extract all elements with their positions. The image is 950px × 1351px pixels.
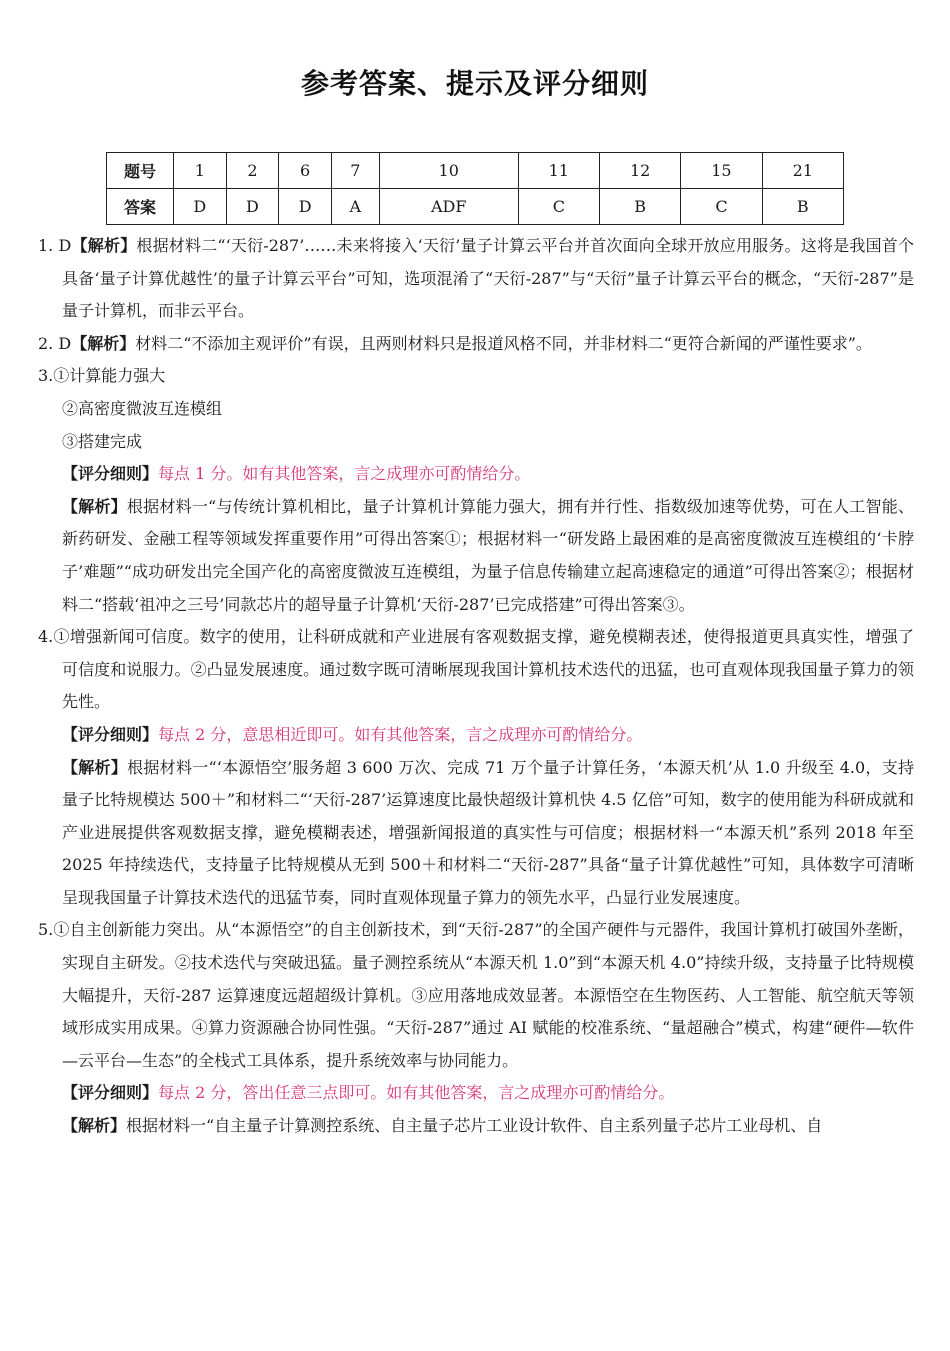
question-3-answer-1: 3.①计算能力强大 — [38, 366, 166, 386]
analysis-label: 【解析】 — [71, 333, 136, 353]
question-number-cell: 12 — [599, 153, 680, 189]
analysis-label: 【解析】 — [62, 1116, 127, 1136]
answer-cell: C — [518, 189, 599, 225]
answer-cell: D — [226, 189, 279, 225]
answer-table — [106, 152, 844, 225]
question-3-analysis: 【解析】根据材料一“与传统计算机相比，量子计算机计算能力强大，拥有并行性、指数级加速等优势，可在人工智能、新药研发、金融工程等领域发挥重要作用”可得出答案①；根据材料一“研发路上最困难的是高密度微波互连模组的‘卡脖子’难题”“成功研发出完全国产化的高密度微波互连模组，为量子信息传输建立起高速稳定的通道”可得出答案②；根据材料二“搭载‘祖冲之三号’同款芯片的超导量子计算机‘天衍-287’已完成搭建”可得出答案③。 — [62, 496, 914, 614]
question-3-answer-2: ②高密度微波互连模组 — [62, 398, 223, 418]
answer-cell: A — [331, 189, 379, 225]
answer-cell: ADF — [379, 189, 518, 225]
question-number-cell: 6 — [279, 153, 332, 189]
scoring-text: 每点 1 分。如有其他答案，言之成理亦可酌情给分。 — [158, 464, 531, 484]
page-title: 参考答案、提示及评分细则 — [300, 67, 649, 100]
question-4-answer: 4.①增强新闻可信度。数字的使用，让科研成就和产业进展有客观数据支撑，避免模糊表述，使得报道更具真实性，增强了可信度和说服力。②凸显发展速度。通过数字既可清晰展现我国计算机技术迭代的迅猛，也可直观体现我国量子算力的领先性。 — [38, 627, 914, 712]
answer-cell: C — [681, 189, 762, 225]
question-1-number: 1. D — [38, 236, 72, 255]
question-number-row — [107, 153, 844, 189]
question-4-analysis: 【解析】根据材料一“‘本源悟空’服务超 3 600 万次、完成 71 万个量子计算任务，‘本源天机’从 1.0 升级至 4.0，支持量子比特规模达 500＋”和材料二“‘天衍-287’运算速度比最快超级计算机快 4.5 亿倍”可知，数字的使用能为科研成就和产业进展提供客观数据支撑，避免模糊表述，增强新闻报道的真实性与可信度；根据材料一“本源天机”系列 2018 年至 2025 年持续迭代，支持量子比特规模从无到 500＋和材料二“天衍-287”具备“量子计算优越性”可知，具体数字可清晰呈现我国量子计算技术迭代的迅猛节奏，同时直观体现量子算力的领先水平，凸显行业发展速度。 — [62, 757, 914, 907]
scoring-label: 【评分细则】 — [62, 724, 159, 744]
answer-cell: B — [762, 189, 843, 225]
question-5-scoring — [38, 1077, 914, 1110]
answer-cell: B — [599, 189, 680, 225]
question-1-analysis: 根据材料二“‘天衍-287’……未来将接入‘天衍’量子计算云平台并首次面向全球开放应用服务。这将是我国首个具备‘量子计算优越性’的量子计算云平台”可知，选项混淆了“天衍-287”与“天衍”量子计算云平台的概念，“天衍-287”是量子计算机，而非云平台。 — [62, 236, 914, 321]
question-2-analysis: 材料二“不添加主观评价”有误，且两则材料只是报道风格不同，并非材料二“更符合新闻的严谨性要求”。 — [135, 333, 872, 353]
question-1-explanation — [38, 230, 914, 328]
question-2-number: 2. D — [38, 333, 72, 353]
answer-header: 答案 — [107, 189, 174, 225]
scoring-label: 【评分细则】 — [62, 1083, 159, 1103]
question-5-answer: 5.①自主创新能力突出。从“本源悟空”的自主创新技术，到“天衍-287”的全国产硬件与元器件，我国计算机打破国外垄断，实现自主研发。②技术迭代与突破迅猛。量子测控系统从“本源天机 1.0”到“本源天机 4.0”持续升级，支持量子比特规模大幅提升，天衍-287 运算速度远超超级计算机。③应用落地成效显著。本源悟空在生物医药、人工智能、航空航天等领域形成实用成果。④算力资源融合协同性强。“天衍-287”通过 AI 赋能的校准系统、“量超融合”模式，构建“硬件—软件—云平台—生态”的全栈式工具体系，提升系统效率与协同能力。 — [38, 920, 914, 1070]
question-number-cell: 21 — [762, 153, 843, 189]
scoring-text: 每点 2 分，意思相近即可。如有其他答案，言之成理亦可酌情给分。 — [158, 724, 643, 744]
answer-explanations — [38, 230, 914, 1143]
scoring-text: 每点 2 分，答出任意三点即可。如有其他答案，言之成理亦可酌情给分。 — [158, 1083, 675, 1103]
question-3-answer-3: ③搭建完成 — [62, 431, 143, 451]
question-2-explanation — [38, 328, 914, 361]
scoring-label: 【评分细则】 — [62, 464, 159, 484]
analysis-label: 【解析】 — [62, 757, 128, 777]
answer-cell: D — [279, 189, 332, 225]
question-5-analysis: 【解析】根据材料一“自主量子计算测控系统、自主量子芯片工业设计软件、自主系列量子芯片工业母机、自 — [62, 1116, 823, 1136]
answer-row — [107, 189, 844, 225]
question-3-scoring — [38, 458, 914, 491]
question-number-cell: 7 — [331, 153, 379, 189]
question-number-cell: 10 — [379, 153, 518, 189]
question-number-cell: 2 — [226, 153, 279, 189]
question-number-cell: 15 — [681, 153, 762, 189]
question-4-scoring — [38, 719, 914, 752]
question-number-header: 题号 — [107, 153, 174, 189]
answer-cell: D — [174, 189, 227, 225]
analysis-label: 【解析】 — [71, 236, 137, 255]
question-number-cell: 1 — [174, 153, 227, 189]
analysis-label: 【解析】 — [62, 496, 127, 516]
question-5-number: 5. — [38, 920, 54, 940]
question-4-number: 4. — [38, 627, 54, 647]
question-3-number: 3. — [38, 366, 54, 386]
question-number-cell: 11 — [518, 153, 599, 189]
